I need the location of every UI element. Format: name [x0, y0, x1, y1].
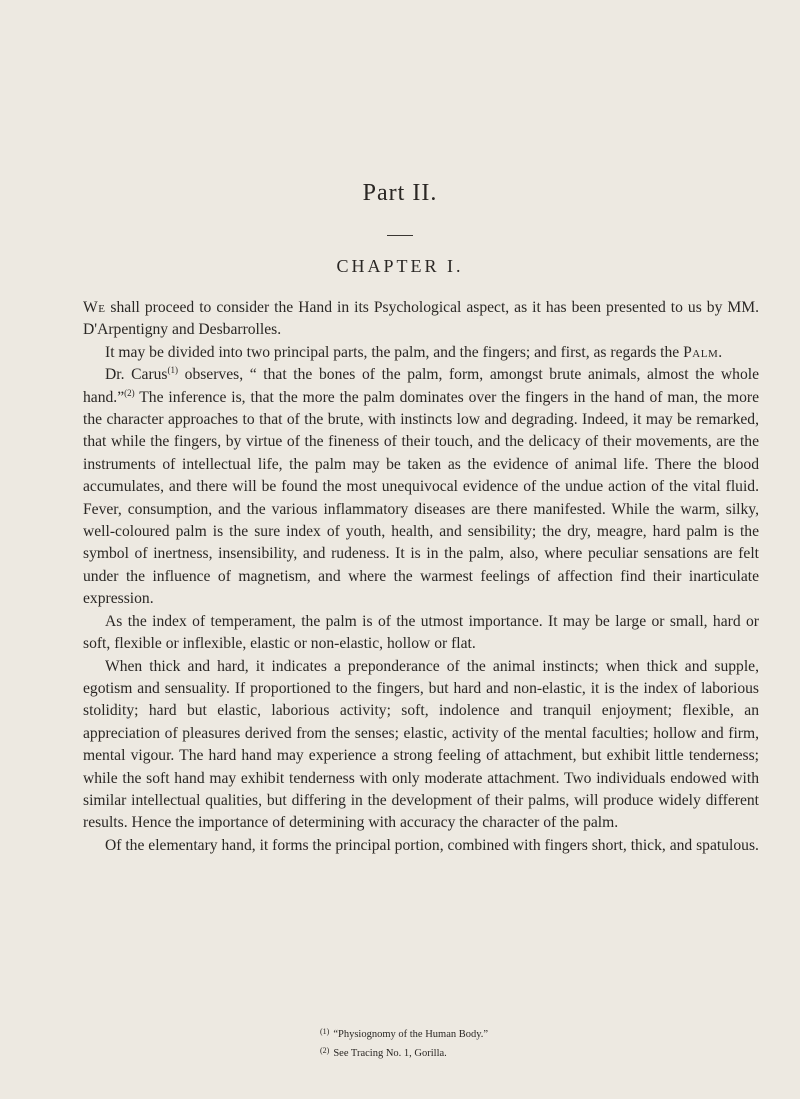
chapter-body	[83, 297, 759, 857]
footnote-1-text: “Physiognomy of the Human Body.”	[333, 1029, 489, 1040]
footnote-2-text: See Tracing No. 1, Gorilla.	[333, 1048, 447, 1059]
footnote-2-mark: (2)	[320, 1046, 330, 1055]
footnote-2	[320, 1043, 700, 1062]
footnote-1-mark: (1)	[320, 1027, 330, 1036]
paragraph-1-text: shall proceed to consider the Hand in its Psychological aspect, as it has been presented to us by MM. D'Arpentigny and Desbarrolles.	[83, 299, 759, 339]
footnote-1	[320, 1024, 700, 1043]
heading-divider	[387, 235, 413, 236]
part-heading: Part II.	[362, 180, 438, 206]
paragraph-3-text-a: Dr. Carus	[105, 366, 168, 384]
paragraph-2-term: Palm.	[683, 343, 723, 361]
paragraph-3-text-c: The inference is, that the more the palm dominates over the fingers in the hand of man, the more the character approaches to that of the brute, with instincts low and degrading. Indeed, it may be remarked, that while the fingers, by virtue of the fineness of their touch, and the delicacy of their movements, are the instruments of intellectual life, the palm may be taken as the evidence of animal life. There the blood accumulates, and there will be found the most unequivocal evidence of the undue action of the vital fluid. Fever, consumption, and the various inflammatory diseases are there manifested. While the warm, silky, well-coloured palm is the sure index of youth, health, and sensibility; the dry, meagre, hard palm is the symbol of inertness, insensibility, and rudeness. It is in the palm, also, where peculiar sensations are felt under the influence of magnetism, and where the warmest feelings of affection find their inarticulate expression.	[83, 388, 759, 608]
paragraph-3	[83, 364, 759, 610]
paragraph-2-text: It may be divided into two principal parts, the palm, and the fingers; and first, as regards the	[105, 343, 684, 361]
footnote-ref-1: (1)	[167, 365, 179, 376]
paragraph-1-lead: We	[83, 299, 106, 316]
paragraph-2	[83, 342, 759, 364]
paragraph-6: Of the elementary hand, it forms the principal portion, combined with fingers short, thick, and spatulous.	[105, 836, 759, 854]
paragraph-5: When thick and hard, it indicates a preponderance of the animal instincts; when thick and supple, egotism and sensuality. If proportioned to the fingers, but hard and non-elastic, it is the index of laborious stolidity; hard but elastic, laborious activity; soft, indolence and tranquil enjoyment; flexible, an appreciation of pleasures derived from the senses; elastic, activity of the mental faculties; hollow and firm, mental vigour. The hard hand may experience a strong feeling of attachment, but exhibit little tenderness; while the soft hand may exhibit tenderness with only moderate attachment. Two individuals endowed with similar intellectual qualities, but differing in the development of their palms, will produce widely different results. Hence the importance of determining with accuracy the character of the palm.	[83, 657, 759, 832]
footnote-ref-2: (2)	[124, 387, 135, 398]
paragraph-3-text-b: observes, “ that the bones of the palm, form, amongst brute animals, almost the whole hand.”	[83, 366, 759, 406]
paragraph-4: As the index of temperament, the palm is of the utmost importance. It may be large or small, hard or soft, flexible or inflexible, elastic or non-elastic, hollow or flat.	[83, 612, 759, 653]
paragraph-1	[83, 297, 759, 342]
chapter-heading: CHAPTER I.	[336, 256, 464, 276]
footnotes	[320, 1024, 700, 1062]
